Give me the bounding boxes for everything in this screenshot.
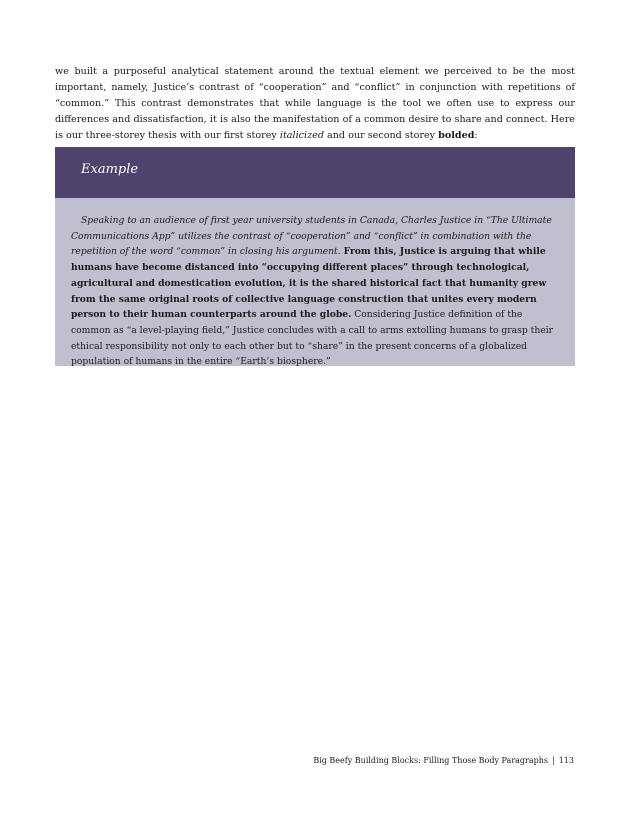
thesis-third-storey: Considering Justice definition of the common as “a level-playing field,” Justice concludes with a call to arms extolling humans to grasp their ethical responsibility not only to each other but to “share” in the present concerns of a globalized population of humans in the entire “Earth’s biosphere.” <box>71 309 554 368</box>
intro-text-3: : <box>474 130 478 141</box>
footer-chapter-title: Big Beefy Building Blocks: Filling Those Body Paragraphs <box>313 756 549 765</box>
example-box <box>55 147 575 366</box>
footer-page-number: 113 <box>558 756 574 765</box>
thesis-first-storey: Speaking to an audience of first year university students in Canada, Charles Justice in “The Ultimate Communications App” utilizes the contrast of “cooperation” and “conflict” in combination with the repetition of the word “common” in closing his argument. <box>71 215 552 258</box>
intro-paragraph <box>55 64 575 144</box>
example-title: Example <box>81 162 139 177</box>
thesis-second-storey: From this, Justice is arguing that while humans have become distanced into “occupying different places” through technological, agricultural and domestication evolution, it is the shared historical fact that humanity grew from the same original roots of collective language construction that unites every modern person to their human counterparts around the globe. <box>71 246 547 321</box>
intro-italic-word: italicized <box>279 130 324 141</box>
intro-bold-word: bolded <box>438 130 475 141</box>
intro-text-2: and our second storey <box>323 130 439 141</box>
example-thesis-paragraph <box>71 213 555 370</box>
intro-text-1: we built a purposeful analytical statement around the textual element we perceived to be the most important, namely, Justice’s contrast of “cooperation” and “conflict” in conjunction with repetitions of “common.” This contrast demonstrates that while language is the tool we often use to express our differences and dissatisfaction, it is also the manifestation of a common desire to share and connect. Here is our three-storey thesis with our first storey <box>55 66 575 141</box>
page-footer <box>313 755 574 767</box>
example-header <box>55 147 575 198</box>
footer-separator: | <box>552 756 555 765</box>
